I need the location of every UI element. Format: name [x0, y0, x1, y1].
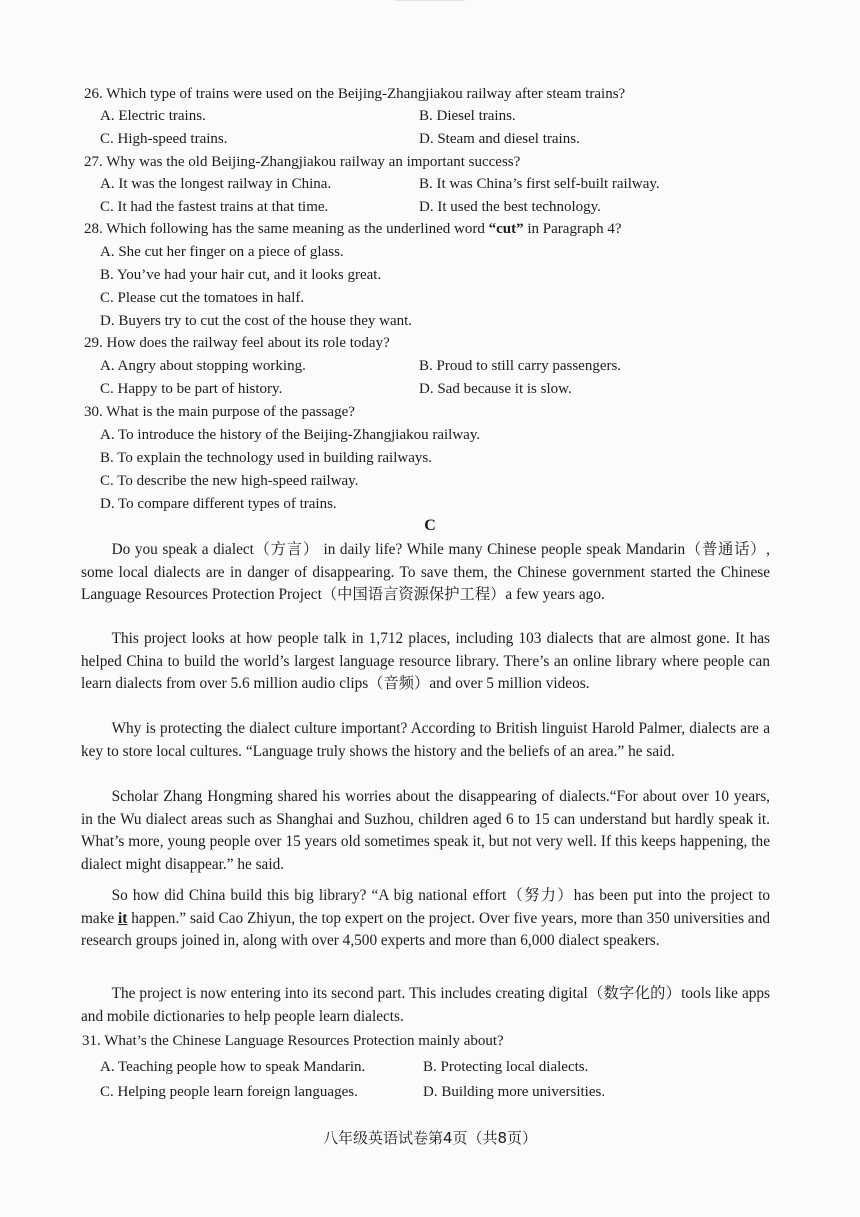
question-28 — [84, 219, 622, 239]
p5-underlined-word: it — [118, 909, 128, 927]
q26-option-c: C. High-speed trains. — [100, 131, 228, 147]
passage-paragraph-6: The project is now entering into its second part. This includes creating digital（数字化的）tools like apps and mobile dictionaries to help people learn dialects. — [81, 985, 770, 1025]
top-edge-mark — [395, 0, 465, 7]
q28-option-d: D. Buyers try to cut the cost of the house they want. — [100, 313, 413, 329]
q29-option-d: D. Sad because it is slow. — [419, 381, 572, 397]
question-29: 29. How does the railway feel about its role today? — [84, 335, 390, 351]
q26-option-d: D. Steam and diesel trains. — [419, 131, 580, 147]
passage-paragraph-1: Do you speak a dialect（方言） in daily life? While many Chinese people speak Mandarin（普通话）, some local dialects are in danger of disappearing. To save them, the Chinese government started the Chinese Language Resources Protection Project（中国语言资源保护工程）a few years ago. — [81, 541, 770, 603]
q28-stem-start: 28. Which following has the same meaning as the underlined word — [84, 221, 489, 237]
q28-stem-end: in Paragraph 4? — [523, 221, 622, 237]
q30-option-b: B. To explain the technology used in building railways. — [100, 450, 432, 466]
question-27: 27. Why was the old Beijing-Zhangjiakou railway an important success? — [84, 154, 521, 170]
page-footer: 八年级英语试卷第4页（共8页） — [322, 1129, 538, 1147]
q31-option-c: C. Helping people learn foreign languages. — [100, 1084, 358, 1100]
q29-option-a: A. Angry about stopping working. — [100, 358, 306, 374]
q28-underlined-word: “cut” — [488, 221, 524, 237]
q27-option-b: B. It was China’s first self-built railway. — [419, 176, 660, 192]
question-26: 26. Which type of trains were used on the Beijing-Zhangjiakou railway after steam trains? — [84, 86, 626, 102]
passage-paragraph-4: Scholar Zhang Hongming shared his worries about the disappearing of dialects.“For about over 10 years, in the Wu dialect areas such as Shanghai and Suzhou, children aged 6 to 15 can understand but hardly speak it. What’s more, young people over 15 years old sometimes speak it, but not very well. If this keeps happening, the dialect might disappear.” he said. — [81, 788, 770, 873]
q27-option-a: A. It was the longest railway in China. — [100, 176, 332, 192]
q27-option-d: D. It used the best technology. — [419, 199, 601, 215]
passage-paragraph-2: This project looks at how people talk in 1,712 places, including 103 dialects that are almost gone. It has helped China to build the world’s largest language resource library. There’s an online library where people can learn dialects from over 5.6 million audio clips（音频）and over 5 million videos. — [81, 630, 770, 692]
q31-option-b: B. Protecting local dialects. — [423, 1059, 589, 1075]
q30-option-d: D. To compare different types of trains. — [100, 496, 337, 512]
q26-option-a: A. Electric trains. — [100, 108, 206, 124]
q28-option-a: A. She cut her finger on a piece of glass. — [100, 244, 344, 260]
q27-option-c: C. It had the fastest trains at that time. — [100, 199, 329, 215]
p5-text-start: So how did China build this big library? “A big national effort（努力）has been put into the project to make — [81, 887, 770, 927]
q31-option-d: D. Building more universities. — [423, 1084, 606, 1100]
q28-option-c: C. Please cut the tomatoes in half. — [100, 290, 305, 306]
q31-option-a: A. Teaching people how to speak Mandarin. — [100, 1059, 366, 1075]
q28-option-b: B. You’ve had your hair cut, and it looks great. — [100, 267, 382, 283]
passage-paragraph-5 — [81, 885, 770, 953]
question-30: 30. What is the main purpose of the passage? — [84, 404, 355, 420]
q29-option-b: B. Proud to still carry passengers. — [419, 358, 622, 374]
q30-option-c: C. To describe the new high-speed railway. — [100, 473, 359, 489]
q29-option-c: C. Happy to be part of history. — [100, 381, 283, 397]
section-heading-c: C — [424, 517, 436, 534]
question-31: 31. What’s the Chinese Language Resources Protection mainly about? — [82, 1033, 504, 1049]
passage-paragraph-3: Why is protecting the dialect culture important? According to British linguist Harold Palmer, dialects are a key to store local cultures. “Language truly shows the history and the beliefs of an area.” he said. — [81, 720, 770, 760]
p5-text-end: happen.” said Cao Zhiyun, the top expert on the project. Over five years, more than 350 universities and research groups joined in, along with over 4,500 experts and more than 6,000 dialect speakers. — [81, 909, 771, 949]
q26-option-b: B. Diesel trains. — [419, 108, 516, 124]
q30-option-a: A. To introduce the history of the Beijing-Zhangjiakou railway. — [100, 427, 481, 443]
